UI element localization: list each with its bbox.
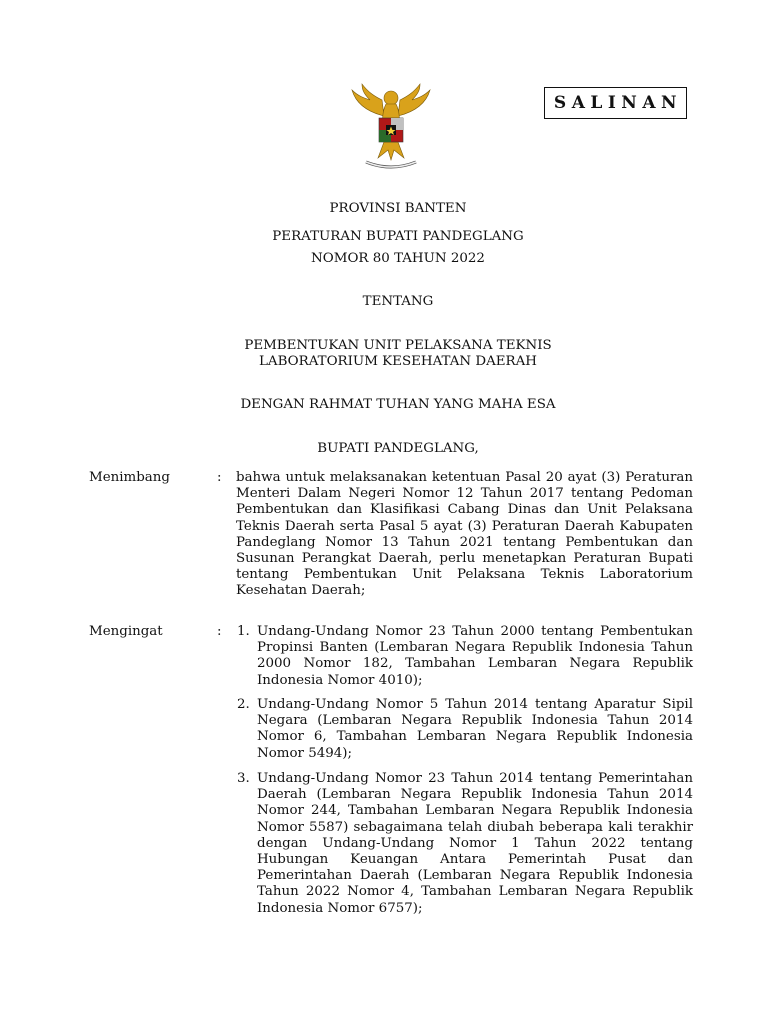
preamble-line: DENGAN RAHMAT TUHAN YANG MAHA ESA	[240, 397, 556, 412]
mengingat-item-2-number: 2.	[237, 697, 250, 712]
tentang-heading: TENTANG	[362, 294, 434, 309]
mengingat-colon: :	[217, 624, 222, 639]
mengingat-item-1-number: 1.	[237, 624, 250, 639]
regulation-number: NOMOR 80 TAHUN 2022	[311, 251, 485, 266]
menimbang-colon: :	[217, 470, 222, 485]
mengingat-item-3-text: Undang-Undang Nomor 23 Tahun 2014 tentang Pemerintahan Daerah (Lembaran Negara Republik Indonesia Tahun 2014 Nomor 244, Tambahan Lembaran Negara Republik Indonesia Nomor 5587) sebagaimana telah diubah beberapa kali terakhir dengan Undang-Undang Nomor 1 Tahun 2022 tentang Hubungan Keuangan Antara Pemerintah Pusat dan Pemerintahan Daerah (Lembaran Negara Republik Indonesia Tahun 2022 Nomor 4, Tambahan Lembaran Negara Republik Indonesia Nomor 6757);	[257, 771, 693, 916]
garuda-pancasila-emblem-icon	[348, 82, 434, 172]
menimbang-text: bahwa untuk melaksanakan ketentuan Pasal 20 ayat (3) Peraturan Menteri Dalam Negeri Nomor 12 Tahun 2017 tentang Pedoman Pembentukan dan Klasifikasi Cabang Dinas dan Unit Pelaksana Teknis Daerah serta Pasal 5 ayat (3) Peraturan Daerah Kabupaten Pandeglang Nomor 13 Tahun 2021 tentang Pembentukan dan Susunan Perangkat Daerah, perlu menetapkan Peraturan Bupati tentang Pembentukan Unit Pelaksana Teknis Laboratorium Kesehatan Daerah;	[236, 470, 693, 599]
mengingat-item-1-text: Undang-Undang Nomor 23 Tahun 2000 tentang Pembentukan Propinsi Banten (Lembaran Negara Republik Indonesia Tahun 2000 Nomor 182, Tambahan Lembaran Negara Republik Indonesia Nomor 4010);	[257, 624, 693, 688]
province-title: PROVINSI BANTEN	[329, 201, 467, 216]
salinan-stamp: SALINAN	[544, 87, 687, 119]
official-title: BUPATI PANDEGLANG,	[317, 441, 479, 456]
subject-line-2: LABORATORIUM KESEHATAN DAERAH	[259, 354, 537, 369]
menimbang-label: Menimbang	[89, 470, 170, 485]
mengingat-item-2-text: Undang-Undang Nomor 5 Tahun 2014 tentang Aparatur Sipil Negara (Lembaran Negara Republik Indonesia Tahun 2014 Nomor 6, Tambahan Lembaran Negara Republik Indonesia Nomor 5494);	[257, 697, 693, 761]
mengingat-label: Mengingat	[89, 624, 163, 639]
regulation-title: PERATURAN BUPATI PANDEGLANG	[272, 229, 524, 244]
mengingat-item-3-number: 3.	[237, 771, 250, 786]
subject-line-1: PEMBENTUKAN UNIT PELAKSANA TEKNIS	[244, 338, 552, 353]
